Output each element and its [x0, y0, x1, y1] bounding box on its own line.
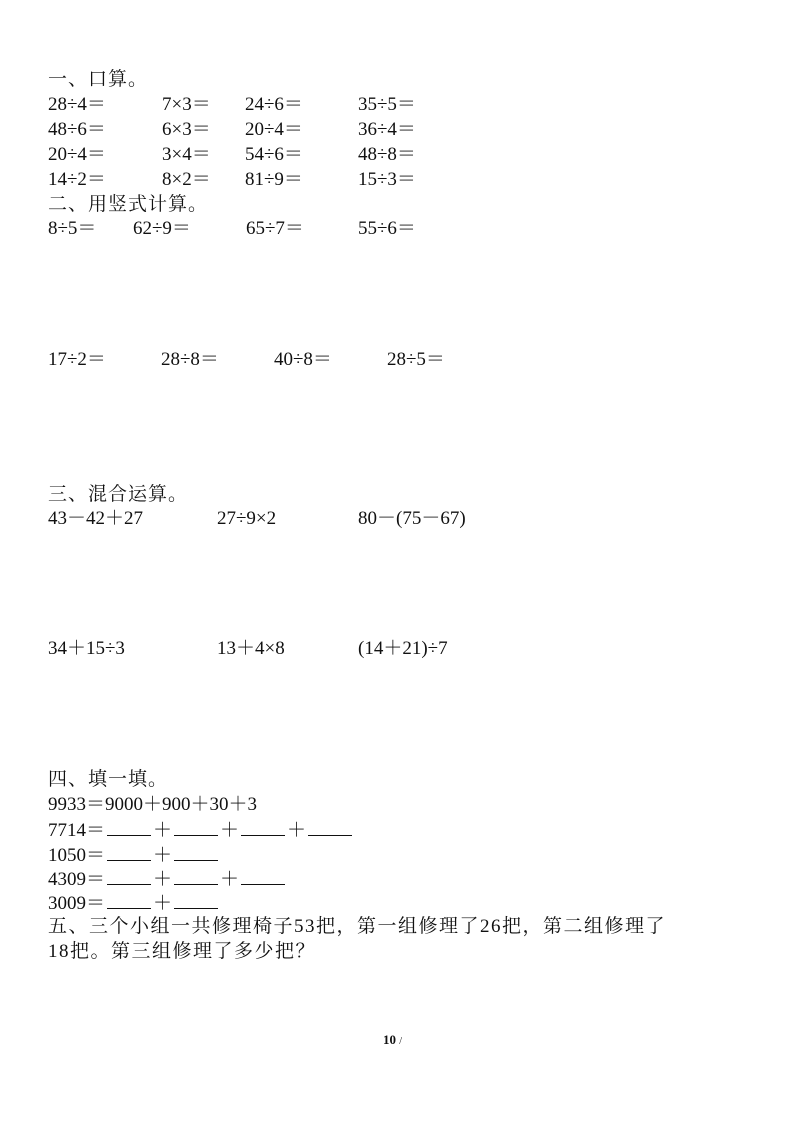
oral-calc-item: 6×3＝	[162, 119, 211, 140]
answer-blank[interactable]	[107, 843, 151, 861]
oral-calc-item: 54÷6＝	[245, 144, 303, 165]
vertical-calc-item: 28÷8＝	[161, 349, 219, 370]
fill-item: 1050＝ ＋	[48, 843, 220, 868]
page-number: 10	[383, 1032, 396, 1047]
section-2-heading: 二、用竖式计算。	[48, 194, 209, 215]
oral-calc-item: 14÷2＝	[48, 169, 106, 190]
fill-item: 4309＝ ＋ ＋	[48, 867, 287, 892]
oral-calc-item: 48÷8＝	[358, 144, 416, 165]
page-footer	[383, 1032, 402, 1048]
oral-calc-item: 28÷4＝	[48, 94, 106, 115]
vertical-calc-item: 40÷8＝	[274, 349, 332, 370]
mixed-calc-item: 80－(75－67)	[358, 508, 466, 529]
word-problem-line: 18把。第三组修理了多少把？	[48, 941, 317, 962]
answer-blank[interactable]	[107, 867, 151, 885]
oral-calc-item: 3×4＝	[162, 144, 211, 165]
page-separator: /	[399, 1036, 403, 1047]
oral-calc-item: 36÷4＝	[358, 119, 416, 140]
mixed-calc-item: 27÷9×2	[217, 508, 277, 529]
oral-calc-item: 20÷4＝	[48, 144, 106, 165]
answer-blank[interactable]	[107, 818, 151, 836]
answer-blank[interactable]	[174, 891, 218, 909]
mixed-calc-item: 13＋4×8	[217, 638, 285, 659]
answer-blank[interactable]	[174, 867, 218, 885]
oral-calc-item: 48÷6＝	[48, 119, 106, 140]
vertical-calc-item: 55÷6＝	[358, 218, 416, 239]
oral-calc-item: 81÷9＝	[245, 169, 303, 190]
answer-blank[interactable]	[308, 818, 352, 836]
oral-calc-item: 20÷4＝	[245, 119, 303, 140]
oral-calc-item: 35÷5＝	[358, 94, 416, 115]
section-4-heading: 四、填一填。	[48, 769, 169, 790]
oral-calc-item: 7×3＝	[162, 94, 211, 115]
oral-calc-item: 15÷3＝	[358, 169, 416, 190]
oral-calc-item: 24÷6＝	[245, 94, 303, 115]
answer-blank[interactable]	[174, 818, 218, 836]
answer-blank[interactable]	[174, 843, 218, 861]
vertical-calc-item: 17÷2＝	[48, 349, 106, 370]
vertical-calc-item: 65÷7＝	[246, 218, 304, 239]
fill-item: 3009＝ ＋	[48, 891, 220, 916]
fill-item: 7714＝ ＋ ＋ ＋	[48, 818, 354, 843]
mixed-calc-item: (14＋21)÷7	[358, 638, 448, 659]
answer-blank[interactable]	[241, 818, 285, 836]
vertical-calc-item: 62÷9＝	[133, 218, 191, 239]
answer-blank[interactable]	[107, 891, 151, 909]
oral-calc-item: 8×2＝	[162, 169, 211, 190]
answer-blank[interactable]	[241, 867, 285, 885]
mixed-calc-item: 34＋15÷3	[48, 638, 125, 659]
vertical-calc-item: 8÷5＝	[48, 218, 97, 239]
vertical-calc-item: 28÷5＝	[387, 349, 445, 370]
mixed-calc-item: 43－42＋27	[48, 508, 144, 529]
section-3-heading: 三、混合运算。	[48, 484, 189, 505]
section-1-heading: 一、口算。	[48, 69, 149, 90]
word-problem-line: 五、三个小组一共修理椅子53把，第一组修理了26把，第二组修理了	[48, 916, 667, 937]
fill-example: 9933＝9000＋900＋30＋3	[48, 794, 258, 815]
